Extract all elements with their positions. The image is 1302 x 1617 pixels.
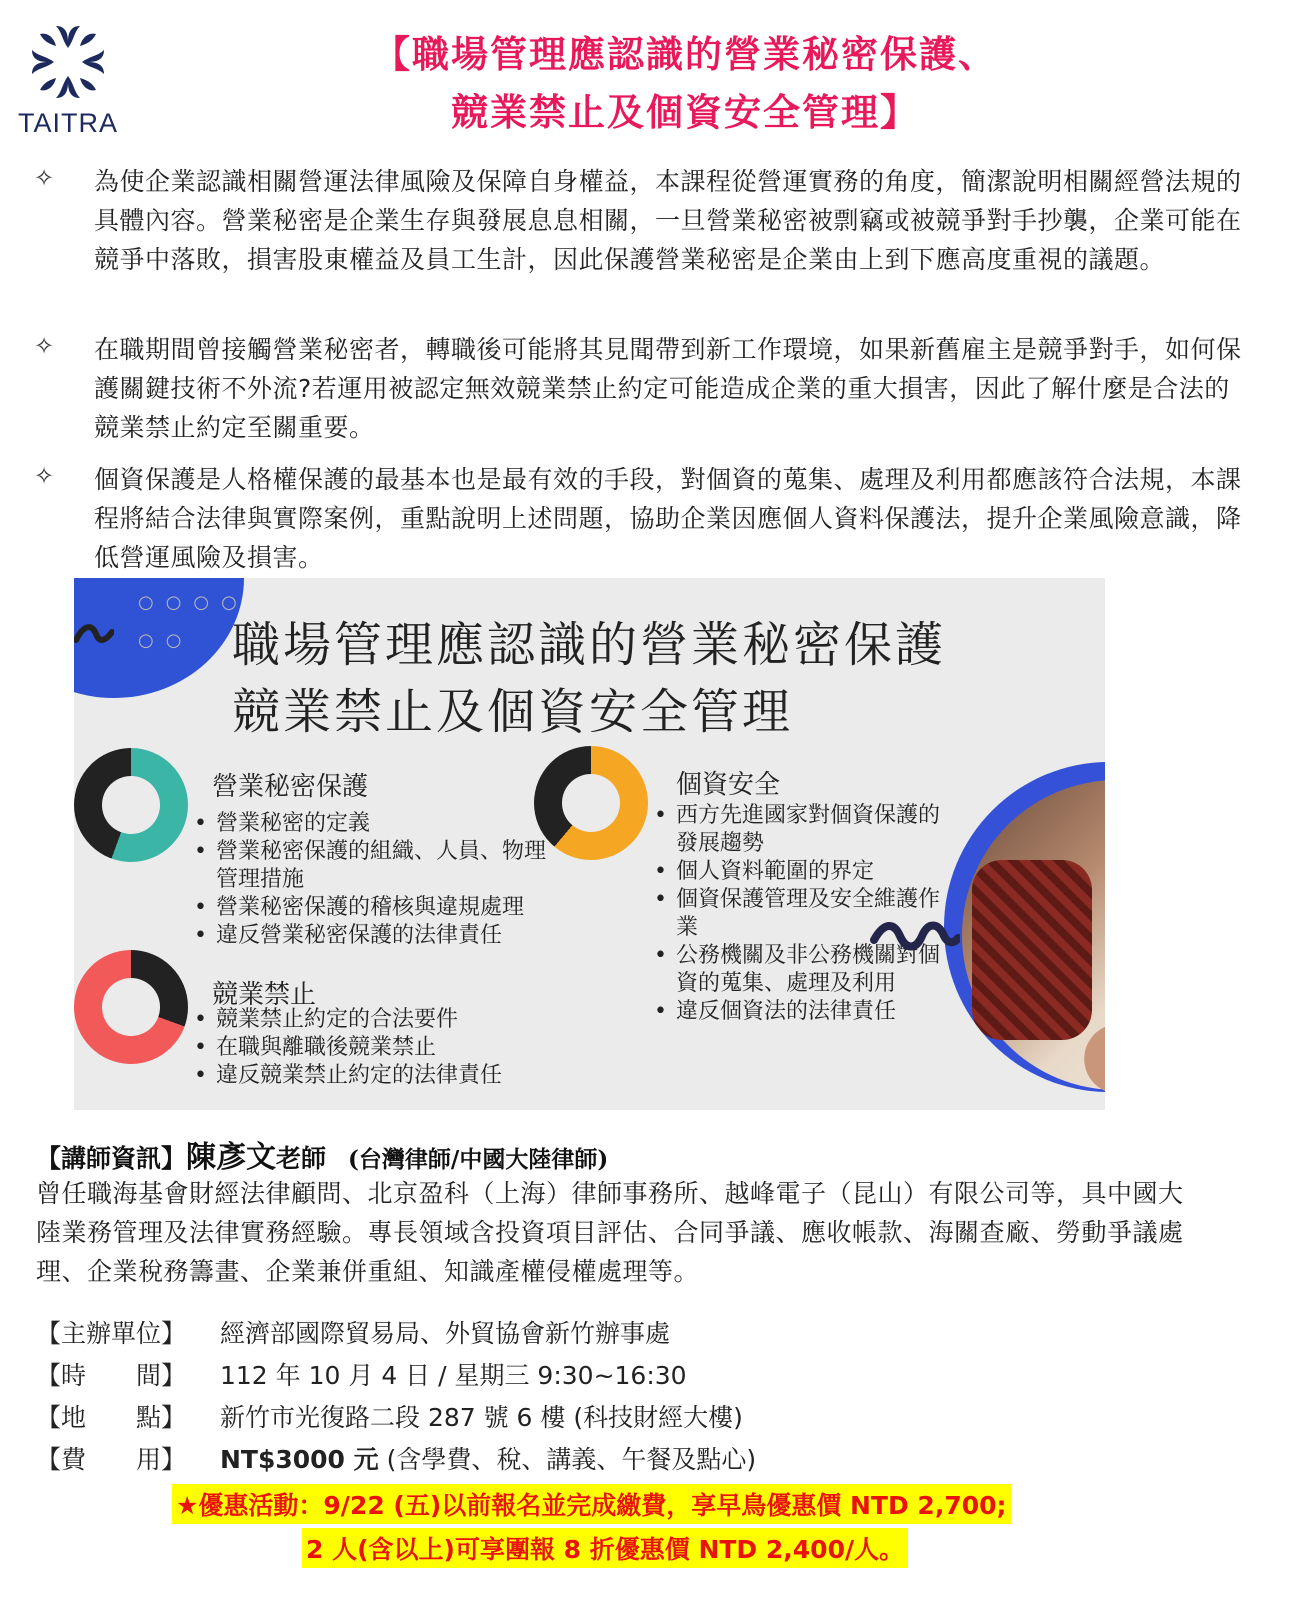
- instructor-bio: 曾任職海基會財經法律顧問、北京盈科（上海）律師事務所、越峰電子（昆山）有限公司等，具中國大陸業務管理及法律實務經驗。專長領域含投資項目評估、合同爭議、應收帳款、海關查廠、勞動爭議處理、企業稅務籌畫、企業兼併重組、知識產權侵權處理等。: [36, 1179, 1184, 1286]
- info-organizer: [36, 1314, 670, 1350]
- time-value: 112 年 10 月 4 日 / 星期三 9:30~16:30: [220, 1361, 687, 1390]
- info-time: [36, 1356, 687, 1392]
- section-heading-non-compete: 競業禁止: [212, 980, 317, 1010]
- sparkle-bullet-icon: ✧: [34, 462, 55, 490]
- list-item: • 個人資料範圍的界定: [652, 858, 942, 886]
- bullet-text: 為使企業認識相關營運法律風險及保障自身權益，本課程從營運實務的角度，簡潔說明相關經營法規的具體內容。營業秘密是企業生存與發展息息相關，一旦營業秘密被剽竊或被競爭對手抄襲，企業可能在競爭中落敗，損害股東權益及員工生計，因此保護營業秘密是企業由上到下應高度重視的議題。: [94, 167, 1242, 274]
- fee-label: 【費 用】: [36, 1445, 187, 1474]
- lawyer-photo: [944, 762, 1105, 1092]
- taitra-logo-mark-icon: [26, 20, 110, 104]
- fee-note: (含學費、稅、講義、午餐及點心): [378, 1445, 757, 1474]
- page-title-line1: 【職場管理應認識的營業秘密保護、: [373, 33, 997, 76]
- bullet-text: 個資保護是人格權保護的最基本也是最有效的手段，對個資的蒐集、處理及利用都應該符合法規，本課程將結合法律與實際案例，重點說明上述問題，協助企業因應個人資料保護法，提升企業風險意識，降低營運風險及損害。: [94, 465, 1242, 572]
- trade-secret-list: [192, 810, 562, 950]
- privacy-ring-icon: [534, 746, 648, 860]
- instructor-label: 【講師資訊】: [36, 1144, 187, 1173]
- page-title-line2: 競業禁止及個資安全管理】: [451, 91, 919, 134]
- list-item: • 營業秘密保護的組織、人員、物理管理措施: [192, 838, 562, 894]
- section-heading-privacy: 個資安全: [676, 770, 781, 800]
- trade-secret-ring-icon: [74, 748, 188, 862]
- instructor-name: 陳彥文: [186, 1140, 277, 1175]
- promo-early-bird: ★優惠活動：9/22 (五)以前報名並完成繳費，享早鳥優惠價 NTD 2,700;: [172, 1484, 1011, 1524]
- fee-amount: NT$3000 元: [220, 1445, 379, 1474]
- list-item: • 個資保護管理及安全維護作業: [652, 886, 942, 942]
- bullet-text: 在職期間曾接觸營業秘密者，轉職後可能將其見聞帶到新工作環境，如果新舊雇主是競爭對手，如何保護關鍵技術不外流?若運用被認定無效競業禁止約定可能造成企業的重大損害，因此了解什麼是合法的競業禁止約定至關重要。: [94, 335, 1242, 442]
- time-label: 【時 間】: [36, 1361, 187, 1390]
- taitra-logo: [18, 20, 118, 138]
- list-item: • 競業禁止約定的合法要件: [192, 1006, 572, 1034]
- banner-title-line1: 職場管理應認識的營業秘密保護: [232, 617, 947, 673]
- sparkle-bullet-icon: ✧: [34, 332, 55, 360]
- place-label: 【地 點】: [36, 1403, 187, 1432]
- banner-title-line2: 競業禁止及個資安全管理: [232, 684, 794, 740]
- place-value: 新竹市光復路二段 287 號 6 樓 (科技財經大樓): [220, 1403, 743, 1432]
- list-item: • 營業秘密的定義: [192, 810, 562, 838]
- list-item: • 違反營業秘密保護的法律責任: [192, 922, 562, 950]
- instructor-honorific: 老師: [276, 1144, 327, 1173]
- sparkle-bullet-icon: ✧: [34, 164, 55, 192]
- list-item: • 違反競業禁止約定的法律責任: [192, 1062, 572, 1090]
- privacy-list: [652, 802, 942, 1026]
- list-item: • 違反個資法的法律責任: [652, 998, 942, 1026]
- squiggle-icon: [74, 622, 114, 646]
- list-item: • 營業秘密保護的稽核與違規處理: [192, 894, 562, 922]
- info-fee: [36, 1440, 756, 1476]
- non-compete-ring-icon: [74, 950, 188, 1064]
- decorative-dots: ○○: [138, 630, 194, 651]
- instructor-role: (台灣律師/中國大陸律師): [348, 1146, 609, 1173]
- list-item: • 在職與離職後競業禁止: [192, 1034, 572, 1062]
- list-item: • 西方先進國家對個資保護的發展趨勢: [652, 802, 942, 858]
- list-item: • 公務機關及非公務機關對個資的蒐集、處理及利用: [652, 942, 942, 998]
- non-compete-list: [192, 1006, 572, 1090]
- promo-group-discount: 2 人(含以上)可享團報 8 折優惠價 NTD 2,400/人。: [302, 1528, 908, 1568]
- section-heading-trade-secret: 營業秘密保護: [212, 772, 369, 802]
- decorative-dots: ○○○○: [138, 592, 249, 613]
- squiggle-icon: [870, 918, 960, 954]
- info-place: [36, 1398, 743, 1434]
- organizer-label: 【主辦單位】: [36, 1319, 187, 1348]
- organizer-value: 經濟部國際貿易局、外貿協會新竹辦事處: [220, 1319, 671, 1348]
- instructor-heading: [36, 1132, 608, 1176]
- course-banner-image: [74, 578, 1105, 1110]
- taitra-wordmark: TAITRA: [18, 108, 118, 138]
